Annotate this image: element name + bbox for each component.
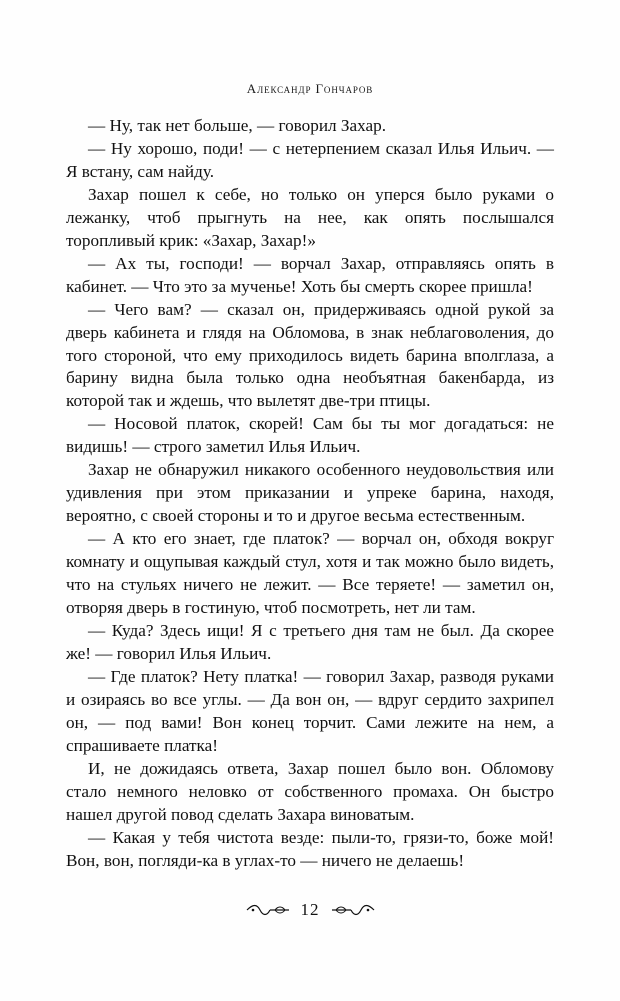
paragraph: — Ну, так нет больше, — говорил Захар. <box>88 116 387 135</box>
paragraph: Захар не обнаружил никакого особенного неудовольствия или удивления при этом приказании и упреке барина, находя, вероятно, с своей стороны и то и другое весьма естественным. <box>66 460 554 526</box>
paragraph: — Чего вам? — сказал он, придерживаясь одной рукой за дверь кабинета и глядя на Обломова, в знак неблаговоления, до того стороной, что ему приходилось видеть барина вполглаза, а барину видна была только одна необъятная бакенбарда, из которой так и ждешь, что вылетят две-три птицы. <box>66 299 554 411</box>
paragraph: — Где платок? Нету платка! — говорил Захар, разводя руками и озираясь во все углы. — Да вон он, — вдруг сердито захрипел он, — под вами! Вон конец торчит. Сами лежите на нем, а спрашиваете платка! <box>66 666 554 755</box>
running-header: Александр Гончаров <box>246 81 374 96</box>
paragraph: Захар пошел к себе, но только он уперся было руками о лежанку, чтоб прыгнуть на нее, как опять послышался торопливый крик: «Захар, Захар!» <box>66 184 554 250</box>
body-text <box>66 115 554 872</box>
paragraph: — Носовой платок, скорей! Сам бы ты мог догадаться: не видишь! — строго заметил Илья Ильич. <box>66 414 554 457</box>
paragraph: — Какая у тебя чистота везде: пыли-то, грязи-то, боже мой! Вон, вон, погляди-ка в углах-то — ничего не делаешь! <box>66 827 554 870</box>
page-number: 12 <box>300 900 320 919</box>
paragraph: И, не дожидаясь ответа, Захар пошел было вон. Обломову стало немного неловко от собственного промаха. Он быстро нашел другой повод сделать Захара виноватым. <box>66 758 554 824</box>
page-footer <box>0 900 620 920</box>
ornament-right-icon <box>330 903 376 917</box>
paragraph: — Ну хорошо, поди! — с нетерпением сказал Илья Ильич. — Я встану, сам найду. <box>66 138 554 181</box>
paragraph: — Куда? Здесь ищи! Я с третьего дня там не был. Да скорее же! — говорил Илья Ильич. <box>66 620 554 663</box>
paragraph: — А кто его знает, где платок? — ворчал он, обходя вокруг комнату и ощупывая каждый стул, хотя и так можно было видеть, что на стульях ничего не лежит. — Все теряете! — заметил он, отворяя дверь в гостиную, чтоб посмотреть, нет ли там. <box>66 529 554 618</box>
ornament-left-icon <box>245 903 291 917</box>
paragraph: — Ах ты, господи! — ворчал Захар, отправляясь опять в кабинет. — Что это за мученье! Хоть бы смерть скорее пришла! <box>66 253 554 296</box>
